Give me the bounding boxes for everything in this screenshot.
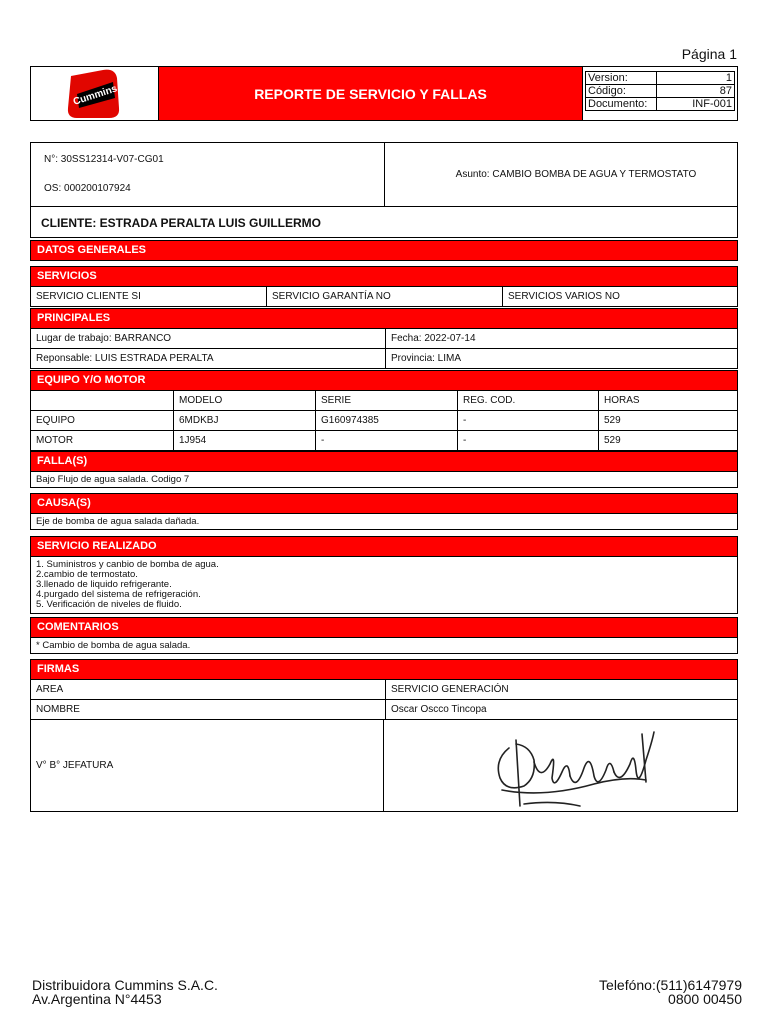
list-item: 3.llenado de liquido refrigerante. [36,579,172,590]
report-title: REPORTE DE SERVICIO Y FALLAS [159,67,583,120]
section-fallas [30,451,738,488]
meta-value: 1 [657,72,735,85]
list-item: 5. Verificación de niveles de fluido. [36,599,182,610]
cause-description: Eje de bomba de agua salada dañada. [31,513,737,529]
section-equipo-motor [30,370,738,451]
meta-label: Código: [586,85,657,98]
table-header: SERIE [315,391,457,410]
service-warranty: SERVICIO GARANTÍA NO [266,287,502,306]
list-item: 1. Suministros y canbio de bomba de agua. [36,559,219,570]
table-cell: MOTOR [36,435,74,446]
table-cell: 1J954 [173,431,315,450]
section-title: FIRMAS [31,660,737,679]
section-title: EQUIPO Y/O MOTOR [31,371,737,390]
table-cell: - [457,411,598,430]
date: Fecha: 2022-07-14 [385,329,737,348]
table-cell: G160974385 [315,411,457,430]
table-row [31,430,737,450]
work-location: Lugar de trabajo: BARRANCO [36,333,172,344]
handwritten-signature [384,720,737,812]
table-header: HORAS [598,391,737,410]
table-row [31,410,737,430]
table-header: MODELO [173,391,315,410]
section-title: FALLA(S) [31,452,737,471]
fault-description: Bajo Flujo de agua salada. Codigo 7 [31,471,737,487]
table-cell: - [457,431,598,450]
table-cell: 529 [598,411,737,430]
section-datos-generales [30,240,738,261]
section-title: PRINCIPALES [31,309,737,328]
section-title: COMENTARIOS [31,618,737,637]
subject: Asunto: CAMBIO BOMBA DE AGUA Y TERMOSTATO [455,169,697,180]
table-cell: - [315,431,457,450]
signature-area [384,720,737,811]
area-value: SERVICIO GENERACIÓN [385,680,737,699]
comment-text: * Cambio de bomba de agua salada. [31,637,737,653]
section-title: SERVICIO REALIZADO [31,537,737,556]
section-principales [30,308,738,369]
section-title: CAUSA(S) [31,494,737,513]
meta-value: INF-001 [657,98,735,111]
name-label: NOMBRE [36,704,80,715]
report-header [30,66,738,121]
table-header: REG. COD. [457,391,598,410]
section-title: DATOS GENERALES [31,241,737,260]
section-comentarios [30,617,738,654]
list-item: 2.cambio de termostato. [36,569,138,580]
table-header-row [31,390,737,410]
document-meta-table [585,71,735,111]
page-number: Página 1 [681,46,737,62]
company-name: Distribuidora Cummins S.A.C. [32,977,218,993]
section-title: SERVICIOS [31,267,737,286]
report-info [30,142,738,238]
cummins-logo [31,67,159,120]
meta-label: Version: [586,72,657,85]
section-causas [30,493,738,530]
table-cell: 529 [598,431,737,450]
list-item: 4.purgado del sistema de refrigeración. [36,589,201,600]
toll-free-number: 0800 00450 [668,991,742,1007]
table-cell: 6MDKBJ [173,411,315,430]
meta-value: 87 [657,85,735,98]
service-various: SERVICIOS VARIOS NO [502,287,737,306]
client-name: CLIENTE: ESTRADA PERALTA LUIS GUILLERMO [41,215,321,230]
approval-label: V° B° JEFATURA [31,720,384,811]
meta-label: Documento: [586,98,657,111]
service-steps-list [31,556,737,613]
phone-number: Telefóno:(511)6147979 [599,977,742,993]
service-client: SERVICIO CLIENTE SI [36,291,141,302]
area-label: AREA [36,684,64,695]
table-header [31,391,173,410]
responsible: Reponsable: LUIS ESTRADA PERALTA [36,353,214,364]
section-servicios [30,266,738,307]
section-servicio-realizado [30,536,738,614]
section-firmas [30,659,738,812]
company-address: Av.Argentina N°4453 [32,991,162,1007]
name-value: Oscar Oscco Tincopa [385,700,737,719]
order-number: OS: 000200107924 [44,183,131,194]
report-number: N°: 30SS12314-V07-CG01 [44,154,164,165]
svg-text:Cummins: Cummins [71,82,119,108]
province: Provincia: LIMA [385,349,737,368]
table-cell: EQUIPO [36,415,75,426]
